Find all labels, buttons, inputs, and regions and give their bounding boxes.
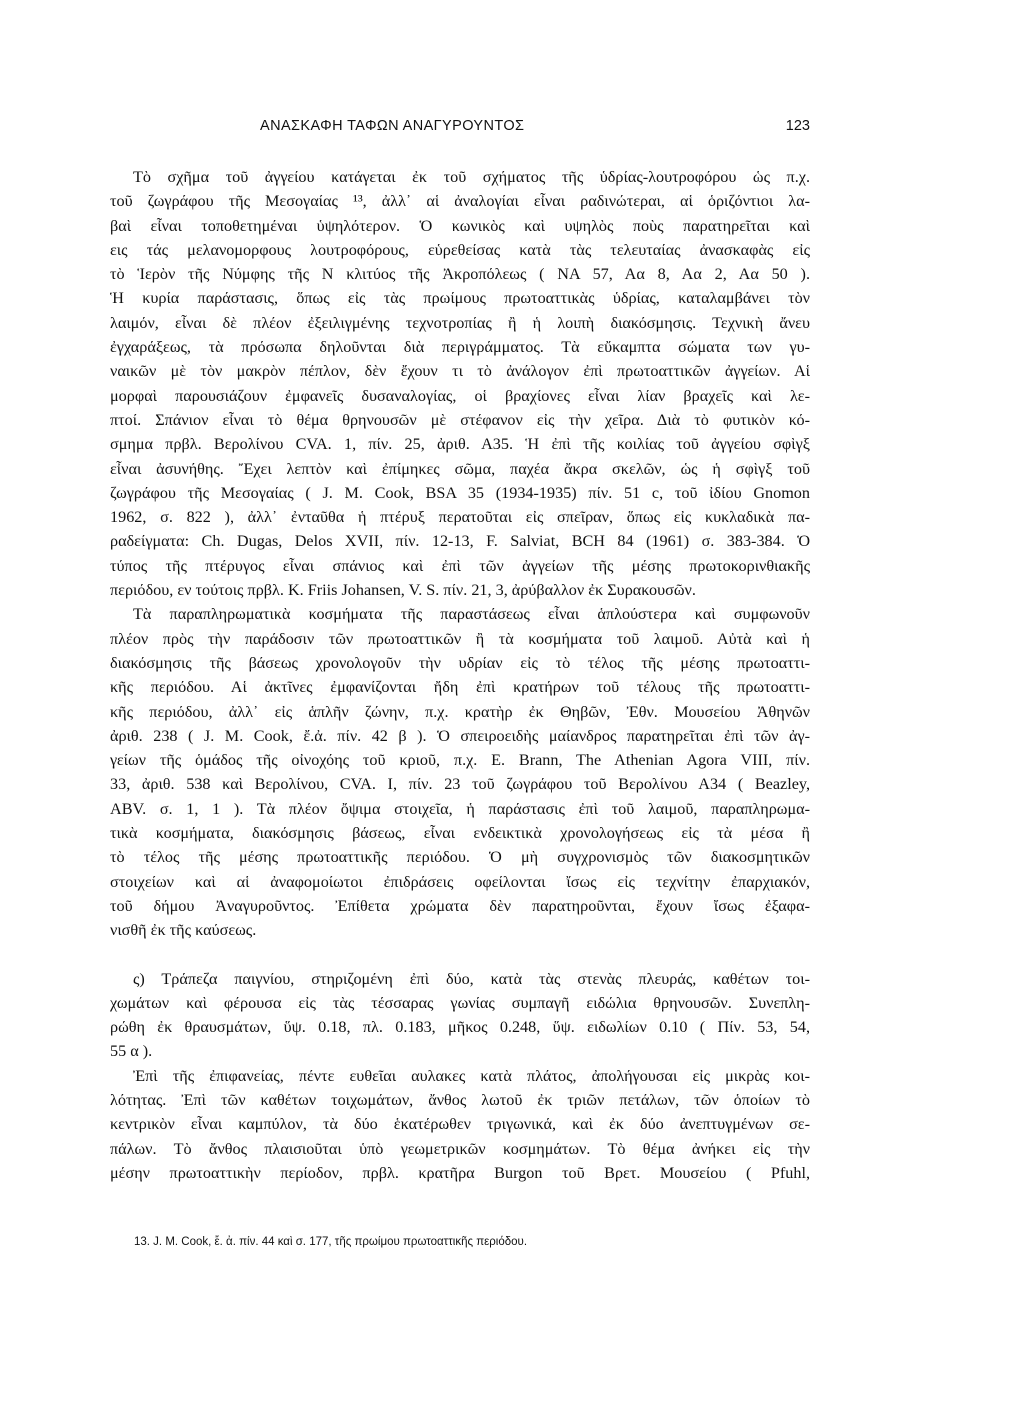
text-line: λότητας. Ἐπὶ τῶν καθέτων τοιχωμάτων, ἄνθος λωτοῦ ἐκ τριῶν πετάλων, τῶν ὁποίων τὸ [110, 1090, 810, 1109]
text-line: κεντρικὸν εἶναι καμπύλον, τὰ δύο ἑκατέρωθεν τριγωνικά, καὶ ἐκ δύο ἀνεπτυγμένων σε- [110, 1115, 810, 1134]
text-line: τύπος τῆς πτέρυγος εἶναι σπάνιος καὶ ἐπὶ τῶν ἀγγείων τῆς μέσης πρωτοκορινθιακῆς [110, 556, 810, 575]
paragraph [110, 165, 810, 602]
text-line: στοιχείων καὶ αἱ ἀναφομοίωτοι ἐπιδράσεις οφείλονται ἴσως εἰς τεχνίτην ἐπαρχιακόν, [110, 872, 810, 891]
paragraph [110, 967, 810, 1064]
text-line: μορφαὶ παρουσιάζουν ἐμφανεῖς δυσαναλογίας, οἱ βραχίονες εἶναι λίαν βραχεῖς καὶ λε- [110, 386, 810, 405]
text-line: διακόσμησις τῆς βάσεως χρονολογοῦν τὴν υδρίαν εἰς τὸ τέλος τῆς μέσης πρωτοαττι- [110, 653, 810, 672]
text-line: ἀριθ. 238 ( J. M. Cook, ἔ.ἀ. πίν. 42 β ). Ὁ σπειροειδὴς μαίανδρος παρατηρεῖται ἐπὶ τῶν ἀγ- [110, 726, 810, 745]
text-line: πάλων. Τὸ ἄνθος πλαισιοῦται ὑπὸ γεωμετρικῶν κοσμημάτων. Τὸ θέμα ἀνήκει εἰς τὴν [110, 1139, 810, 1158]
footnote: 13. J. M. Cook, ἔ. ἀ. πίν. 44 καὶ σ. 177, τῆς πρωίμου πρωτοαττικῆς περιόδου. [134, 1236, 528, 1248]
running-title: ΑΝΑΣΚΑΦΗ ΤΑΦΩΝ ΑΝΑΓΥΡΟΥΝΤΟΣ [260, 118, 525, 134]
text-line: πτοί. Σπάνιον εἶναι τὸ θέμα θρηνουσῶν μὲ στέφανον εἰς τὴν χεῖρα. Διὰ τὸ φυτικὸν κό- [110, 410, 810, 429]
text-line: ABV. σ. 1, 1 ). Τὰ πλέον ὄψιμα στοιχεῖα, ἡ παράστασις ἐπὶ τοῦ λαιμοῦ, παραπληρωμα- [110, 799, 810, 818]
text-line: τικὰ κοσμήματα, διακόσμησις βάσεως, εἶναι ενδεικτικὰ χρονολογήσεως εἰς τὰ μέσα ἢ [110, 824, 810, 843]
page-header [110, 118, 810, 138]
paragraph [110, 1064, 810, 1185]
text-line: βαὶ εἶναι τοποθετημέναι ὑψηλότερον. Ὁ κωνικὸς καὶ υψηλὸς ποὺς παρατηρεῖται καὶ [110, 216, 810, 235]
page-number: 123 [785, 118, 810, 134]
text-line: μέσην πρωτοαττικὴν περίοδον, πρβλ. κρατῆρα Burgon τοῦ Βρετ. Μουσείου ( Pfuhl, [110, 1163, 810, 1182]
text-line: 1962, σ. 822 ), ἀλλ᾽ ἐνταῦθα ἡ πτέρυξ περατοῦται εἰς σπεῖραν, ὅπως εἰς κυκλαδικὰ πα- [110, 508, 810, 527]
text-line: κῆς περιόδου, ἀλλ᾽ εἰς ἁπλῆν ζώνην, π.χ. κρατὴρ ἐκ Θηβῶν, Ἐθν. Μουσείου Ἀθηνῶν [110, 702, 810, 721]
text-line: τὸ Ἱερὸν τῆς Νύμφης τῆς Ν κλιτύος τῆς Ἀκροπόλεως ( ΝΑ 57, Αα 8, Αα 2, Αα 50 ). [110, 265, 810, 284]
text-line: κῆς περιόδου. Αἱ ἀκτῖνες ἐμφανίζονται ἤδη ἐπὶ κρατήρων τοῦ τέλους τῆς πρωτοαττι- [110, 678, 810, 697]
text-line: ναικῶν μὲ τὸν μακρὸν πέπλον, δὲν ἔχουν τι τὸ ἀνάλογον ἐπὶ πρωτοαττικῶν ἀγγείων. Αἱ [110, 362, 810, 381]
text-line: τοῦ δήμου Ἀναγυροῦντος. Ἐπίθετα χρώματα δὲν παρατηροῦνται, ἔχουν ἴσως ἐξαφα- [110, 896, 810, 915]
text-line: σμημα πρβλ. Βερολίνου CVA. 1, πίν. 25, ἀριθ. Α35. Ἡ ἐπὶ τῆς κοιλίας τοῦ ἀγγείου σφὶγξ [110, 435, 810, 454]
text-line: Τὸ σχῆμα τοῦ ἀγγείου κατάγεται ἐκ τοῦ σχήματος τῆς ὑδρίας-λουτροφόρου ὡς π.χ. [133, 168, 810, 186]
text-line: εις τάς μελανομορφους λουτροφόρους, εὑρεθείσας κατὰ τὰς τελευταίας ἀνασκαφὰς εἰς [110, 240, 810, 259]
paragraph-spacer [110, 943, 810, 967]
text-line: περιόδου, εν τούτοις πρβλ. K. Friis Johansen, V. S. πίν. 21, 3, ἀρύβαλλον ἐκ Συρακουσῶν. [110, 581, 696, 600]
text-line: πλέον πρὸς τὴν παράδοσιν τῶν πρωτοαττικῶν ἢ τὰ κοσμήματα τοῦ λαιμοῦ. Αὐτὰ καὶ ἡ [110, 629, 810, 648]
text-line: ρώθη ἐκ θραυσμάτων, ὕψ. 0.18, πλ. 0.183, μῆκος 0.248, ὕψ. ειδωλίων 0.10 ( Πίν. 53, 54, [110, 1018, 810, 1037]
text-line: γείων τῆς ὁμάδος τῆς οἰνοχόης τοῦ κριοῦ, π.χ. E. Brann, The Athenian Agora VIII, πίν. [110, 751, 810, 770]
paragraph [110, 602, 810, 942]
text-line: Ἡ κυρία παράστασις, ὅπως εἰς τὰς πρωίμους πρωτοαττικὰς ὑδρίας, καταλαμβάνει τὸν [110, 289, 810, 308]
text-line: εἶναι ἀσυνήθης. Ἔχει λεπτὸν καὶ ἐπίμηκες σῶμα, παχέα ἄκρα σκελῶν, ὡς ἡ σφὶγξ τοῦ [110, 459, 810, 478]
text-line: τοῦ ζωγράφου τῆς Μεσογαίας ¹³, ἀλλ᾽ αἱ ἀναλογίαι εἶναι ραδινώτεραι, αἱ ὁριζόντιοι λα- [110, 192, 810, 211]
text-line: ραδείγματα: Ch. Dugas, Delos XVII, πίν. 12-13, F. Salviat, BCH 84 (1961) σ. 383-384. Ὁ [110, 532, 810, 551]
text-line: ἐγχαράξεως, τὰ πρόσωπα δηλοῦνται διὰ περιγράμματος. Τὰ εὔκαμπτα σώματα των γυ- [110, 338, 810, 357]
text-line: νισθῆ ἐκ τῆς καύσεως. [110, 921, 257, 940]
text-line: χωμάτων καὶ φέρουσα εἰς τὰς τέσσαρας γωνίας συμπαγῆ ειδώλια θρηνουσῶν. Συνεπλη- [110, 993, 810, 1012]
text-line: ς) Τράπεζα παιγνίου, στηριζομένη ἐπὶ δύο, κατὰ τὰς στενὰς πλευράς, καθέτων τοι- [133, 969, 810, 988]
text-line: λαιμόν, εἶναι δὲ πλέον ἐξειλιγμένης τεχνοτροπίας ἢ ἡ λοιπὴ διακόσμησις. Τεχνικὴ ἄνευ [110, 313, 810, 332]
text-line: τὸ τέλος τῆς μέσης πρωτοαττικῆς περιόδου. Ὁ μὴ συγχρονισμὸς τῶν διακοσμητικῶν [110, 848, 810, 867]
text-line: 55 α ). [110, 1042, 153, 1061]
body-text [110, 165, 810, 1185]
text-line: ζωγράφου τῆς Μεσογαίας ( J. M. Cook, BSA 35 (1934-1935) πίν. 51 c, τοῦ ἰδίου Gnomon [110, 483, 810, 502]
text-line: Τὰ παραπληρωματικὰ κοσμήματα τῆς παραστάσεως εἶναι ἁπλούστερα καὶ συμφωνοῦν [133, 605, 810, 624]
text-line: Ἐπὶ τῆς ἐπιφανείας, πέντε ευθεῖαι αυλακες κατὰ πλάτος, ἀπολήγουσαι εἰς μικρὰς κοι- [133, 1066, 810, 1085]
text-line: 33, ἀριθ. 538 καὶ Βερολίνου, CVA. I, πίν. 23 τοῦ ζωγράφου τοῦ Βερολίνου Α34 ( Beazley, [110, 775, 810, 794]
